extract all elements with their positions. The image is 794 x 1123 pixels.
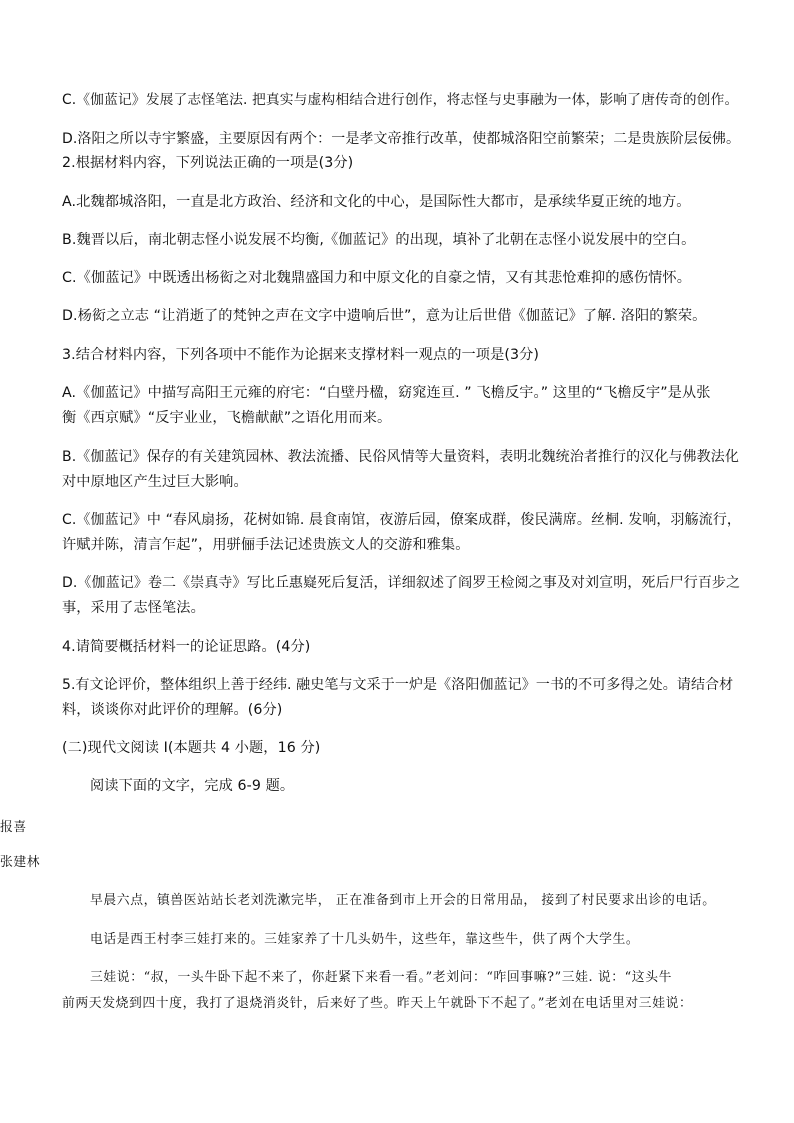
q2-stem: 2.根据材料内容，下列说法正确的一项是(3分) — [62, 155, 354, 171]
q3-option-b-line2: 对中原地区产生过巨大影响。 — [62, 474, 248, 490]
q2-option-d: D.杨衒之立志 “让消逝了的梵钟之声在文字中遗响后世”，意为让后世借《伽蓝记》了解. 洛阳的繁荣。 — [62, 308, 707, 324]
q3-option-b-line1: B.《伽蓝记》保存的有关建筑园林、教法流播、民俗风情等大量资料，表明北魏统治者推行的汉化与佛教法化 — [62, 449, 739, 465]
story-author: 张建林 — [0, 855, 41, 870]
story-title: 报喜 — [0, 820, 27, 835]
q3-option-a-line1: A.《伽蓝记》中描写高阳王元雍的府宅：“白壁丹楹，窈窕连亘. ” 飞檐反宇。” 这里的“飞檐反宇”是从张 — [62, 385, 711, 401]
section-heading: (二)现代文阅读 I(本题共 4 小题，16 分) — [62, 740, 321, 756]
q3-option-d-line1: D.《伽蓝记》卷二《崇真寺》写比丘惠嶷死后复活，详细叙述了阎罗王检阅之事及对刘宣明，死后尸行百步之 — [62, 575, 741, 591]
q5-stem-line1: 5.有文论评价，整体组织上善于经纬. 融史笔与文采于一炉是《洛阳伽蓝记》一书的不可多得之处。请结合材 — [62, 677, 734, 693]
q3-option-a-line2: 衡《西京赋》“反宇业业，飞檐献献”之语化用而来。 — [62, 410, 392, 426]
story-paragraph-1: 早晨六点，镇兽医站站长老刘洗漱完毕， 正在准备到市上开会的日常用品， 接到了村民要求出诊的电话。 — [90, 893, 716, 908]
q2-option-a: A.北魏都城洛阳，一直是北方政治、经济和文化的中心，是国际性大都市，是承续华夏正统的地方。 — [62, 194, 691, 210]
q1-option-d: D.洛阳之所以寺宇繁盛，主要原因有两个：一是孝文帝推行改革，使都城洛阳空前繁荣；二是贵族阶层佞佛。 — [62, 131, 741, 147]
q4-stem: 4.请简要概括材料一的论证思路。(4分) — [62, 639, 311, 655]
q3-option-c-line1: C.《伽蓝记》中 “春风扇扬，花树如锦. 晨食南馆，夜游后园，僚案成群，俊民满席。丝桐. 发响，羽觞流行， — [62, 512, 742, 528]
q3-option-c-line2: 许赋并陈，清言乍起”，用骈俪手法记述贵族文人的交游和雅集。 — [62, 537, 470, 553]
story-paragraph-2: 电话是西王村李三娃打来的。三娃家养了十几头奶牛，这些年，靠这些牛，供了两个大学生。 — [90, 932, 640, 947]
q1-option-c: C.《伽蓝记》发展了志怪笔法. 把真实与虚构相结合进行创作，将志怪与史事融为一体，影响了唐传奇的创作。 — [62, 92, 739, 108]
story-paragraph-3-line1: 三娃说：“叔，一头牛卧下起不来了，你赶紧下来看一看。”老刘问：“咋回事嘛?”三娃. 说：“这头牛 — [90, 970, 672, 985]
q3-option-d-line2: 事，采用了志怪笔法。 — [62, 600, 205, 616]
section-instruction: 阅读下面的文字，完成 6-9 题。 — [90, 778, 295, 794]
q2-option-b: B.魏晋以后，南北朝志怪小说发展不均衡,《伽蓝记》的出现，填补了北朝在志怪小说发展中的空白。 — [62, 232, 696, 248]
q5-stem-line2: 料，谈谈你对此评价的理解。(6分) — [62, 702, 283, 718]
q3-stem: 3.结合材料内容，下列各项中不能作为论据来支撑材料一观点的一项是(3分) — [62, 347, 540, 363]
story-paragraph-3-line2: 前两天发烧到四十度，我打了退烧消炎针，后来好了些。昨天上午就卧下不起了。”老刘在电话里对三娃说： — [62, 996, 693, 1011]
q2-option-c: C.《伽蓝记》中既透出杨衒之对北魏鼎盛国力和中原文化的自豪之情，又有其悲怆难抑的感伤情怀。 — [62, 270, 691, 286]
